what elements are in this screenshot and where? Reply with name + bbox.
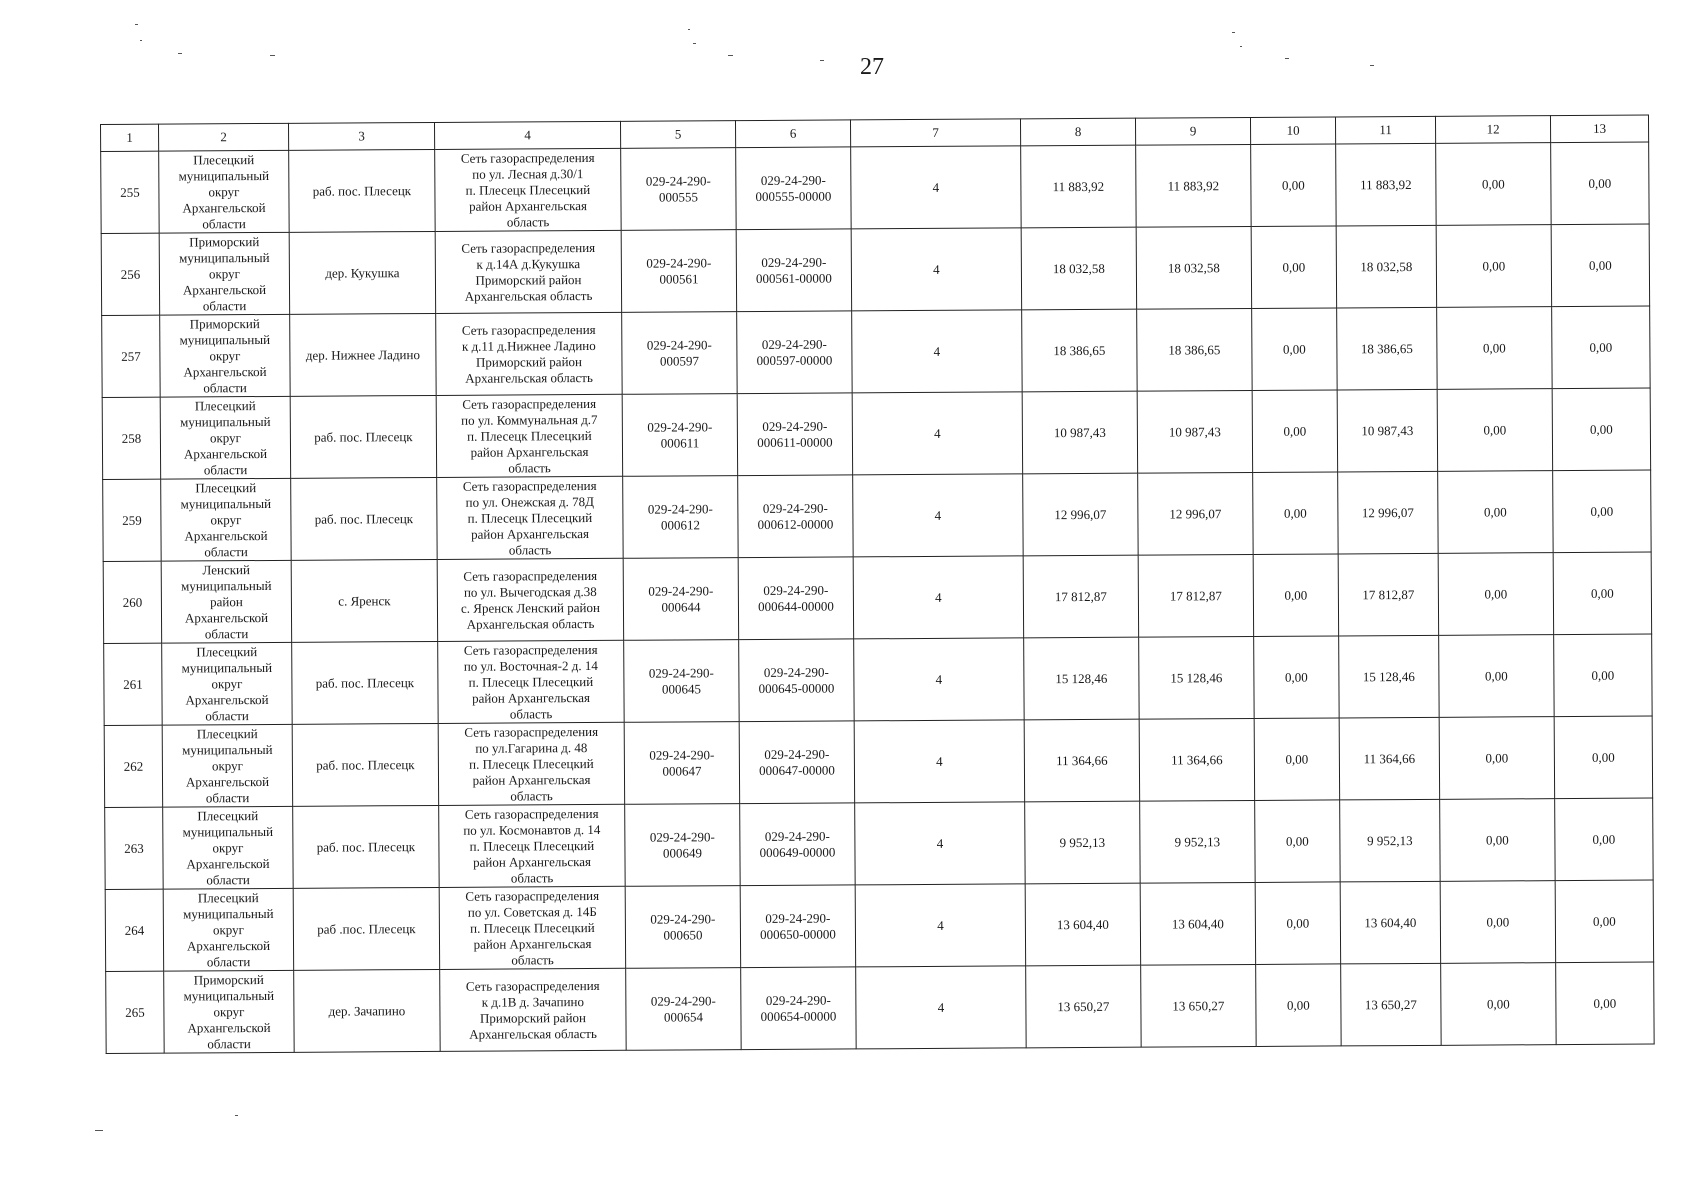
settlement-cell: раб. пос. Плесецк xyxy=(292,641,438,724)
column-11-cell: 9 952,13 xyxy=(1340,799,1440,882)
registry-code-cell: 029-24-290- 000650 xyxy=(625,886,740,969)
column-8-cell: 9 952,13 xyxy=(1025,801,1140,884)
column-header: 1 xyxy=(101,124,159,151)
column-12-cell: 0,00 xyxy=(1438,553,1553,636)
object-cell: Сеть газораспределения по ул. Онежская д. 78Д п. Плесецк Плесецкий район Архангельская область xyxy=(437,476,623,559)
full-code-cell: 029-24-290- 000645-00000 xyxy=(739,639,854,722)
column-13-cell: 0,00 xyxy=(1556,962,1654,1045)
object-cell: Сеть газораспределения по ул. Космонавтов д. 14 п. Плесецк Плесецкий район Архангельская область xyxy=(439,804,625,887)
column-9-cell: 17 812,87 xyxy=(1138,554,1253,637)
table-row xyxy=(103,552,1651,643)
settlement-cell: раб. пос. Плесецк xyxy=(291,477,437,560)
object-cell: Сеть газораспределения по ул. Коммунальная д.7 п. Плесецк Плесецкий район Архангельская область xyxy=(436,394,622,477)
column-11-cell: 11 364,66 xyxy=(1339,717,1439,800)
settlement-cell: раб. пос. Плесецк xyxy=(293,805,439,888)
column-10-cell: 0,00 xyxy=(1252,308,1337,391)
scan-speck xyxy=(728,55,733,56)
column-8-cell: 17 812,87 xyxy=(1023,555,1138,638)
column-7-cell: 4 xyxy=(851,146,1021,229)
column-11-cell: 12 996,07 xyxy=(1338,471,1438,554)
settlement-cell: раб. пос. Плесецк xyxy=(290,395,436,478)
column-9-cell: 18 386,65 xyxy=(1137,308,1252,391)
column-11-cell: 17 812,87 xyxy=(1338,553,1438,636)
column-12-cell: 0,00 xyxy=(1439,635,1554,718)
column-8-cell: 11 883,92 xyxy=(1021,145,1136,228)
column-9-cell: 13 604,40 xyxy=(1140,882,1255,965)
column-11-cell: 10 987,43 xyxy=(1337,389,1437,472)
column-12-cell: 0,00 xyxy=(1436,143,1551,226)
column-11-cell: 18 032,58 xyxy=(1336,225,1436,308)
column-8-cell: 13 650,27 xyxy=(1026,965,1141,1048)
column-7-cell: 4 xyxy=(853,474,1023,557)
column-12-cell: 0,00 xyxy=(1437,307,1552,390)
column-9-cell: 11 364,66 xyxy=(1139,718,1254,801)
full-code-cell: 029-24-290- 000561-00000 xyxy=(736,229,851,312)
column-header: 10 xyxy=(1250,117,1335,145)
municipality-cell: Приморский муниципальный округ Архангельской области xyxy=(160,314,290,397)
municipality-cell: Ленский муниципальный район Архангельской области xyxy=(161,560,291,643)
column-12-cell: 0,00 xyxy=(1438,471,1553,554)
row-number-cell: 258 xyxy=(102,397,160,479)
column-9-cell: 9 952,13 xyxy=(1140,800,1255,883)
column-13-cell: 0,00 xyxy=(1554,634,1652,717)
full-code-cell: 029-24-290- 000647-00000 xyxy=(739,721,854,804)
registry-code-cell: 029-24-290- 000645 xyxy=(624,640,739,723)
column-9-cell: 13 650,27 xyxy=(1141,964,1256,1047)
registry-code-cell: 029-24-290- 000561 xyxy=(621,230,736,313)
registry-body xyxy=(101,142,1654,1053)
column-13-cell: 0,00 xyxy=(1551,142,1649,225)
registry-code-cell: 029-24-290- 000597 xyxy=(622,312,737,395)
column-header: 9 xyxy=(1135,117,1250,145)
column-9-cell: 12 996,07 xyxy=(1138,472,1253,555)
registry-code-cell: 029-24-290- 000644 xyxy=(623,558,738,641)
column-header: 3 xyxy=(288,122,434,150)
column-10-cell: 0,00 xyxy=(1254,718,1339,801)
row-number-cell: 260 xyxy=(103,561,161,643)
column-7-cell: 4 xyxy=(855,884,1025,967)
row-number-cell: 262 xyxy=(104,725,162,807)
column-7-cell: 4 xyxy=(853,556,1023,639)
column-13-cell: 0,00 xyxy=(1555,880,1653,963)
table-row xyxy=(102,388,1650,479)
column-header: 6 xyxy=(735,120,850,148)
column-12-cell: 0,00 xyxy=(1440,799,1555,882)
column-10-cell: 0,00 xyxy=(1251,226,1336,309)
column-10-cell: 0,00 xyxy=(1254,636,1339,719)
municipality-cell: Плесецкий муниципальный округ Архангельской области xyxy=(160,396,290,479)
column-13-cell: 0,00 xyxy=(1552,388,1650,471)
column-header: 12 xyxy=(1435,116,1550,144)
settlement-cell: раб .пос. Плесецк xyxy=(293,887,439,970)
table-row xyxy=(101,142,1649,233)
column-7-cell: 4 xyxy=(854,638,1024,721)
column-7-cell: 4 xyxy=(856,966,1026,1049)
scan-speck xyxy=(178,53,182,54)
column-9-cell: 18 032,58 xyxy=(1136,226,1251,309)
object-cell: Сеть газораспределения по ул. Восточная-2 д. 14 п. Плесецк Плесецкий район Архангельская область xyxy=(438,640,624,723)
scan-speck xyxy=(1240,46,1242,47)
column-10-cell: 0,00 xyxy=(1253,554,1338,637)
municipality-cell: Плесецкий муниципальный округ Архангельской области xyxy=(162,642,292,725)
registry-table xyxy=(100,115,1655,1054)
row-number-cell: 256 xyxy=(101,233,159,315)
row-number-cell: 265 xyxy=(106,971,164,1053)
column-11-cell: 13 650,27 xyxy=(1341,963,1441,1046)
scan-speck xyxy=(1370,65,1374,66)
scan-speck xyxy=(270,55,275,56)
column-8-cell: 18 386,65 xyxy=(1022,309,1137,392)
municipality-cell: Плесецкий муниципальный округ Архангельской области xyxy=(161,478,291,561)
municipality-cell: Приморский муниципальный округ Архангельской области xyxy=(159,232,289,315)
column-13-cell: 0,00 xyxy=(1553,552,1651,635)
municipality-cell: Плесецкий муниципальный округ Архангельской области xyxy=(163,888,293,971)
column-11-cell: 11 883,92 xyxy=(1336,143,1436,226)
column-8-cell: 15 128,46 xyxy=(1024,637,1139,720)
column-header: 4 xyxy=(434,121,620,149)
column-header: 5 xyxy=(620,121,735,149)
column-12-cell: 0,00 xyxy=(1437,389,1552,472)
scan-speck xyxy=(688,29,690,30)
row-number-cell: 261 xyxy=(104,643,162,725)
full-code-cell: 029-24-290- 000650-00000 xyxy=(740,885,855,968)
column-7-cell: 4 xyxy=(855,802,1025,885)
settlement-cell: дер. Кукушка xyxy=(289,231,435,314)
scan-speck xyxy=(140,40,142,41)
table-row xyxy=(102,306,1650,397)
scan-speck xyxy=(1232,32,1235,33)
scan-speck xyxy=(95,1130,103,1131)
column-9-cell: 11 883,92 xyxy=(1136,144,1251,227)
full-code-cell: 029-24-290- 000612-00000 xyxy=(738,475,853,558)
column-12-cell: 0,00 xyxy=(1439,717,1554,800)
column-9-cell: 10 987,43 xyxy=(1137,390,1252,473)
object-cell: Сеть газораспределения по ул.Гагарина д. 48 п. Плесецк Плесецкий район Архангельская область xyxy=(438,722,624,805)
registry-code-cell: 029-24-290- 000647 xyxy=(624,722,739,805)
column-8-cell: 13 604,40 xyxy=(1025,883,1140,966)
registry-code-cell: 029-24-290- 000611 xyxy=(622,394,737,477)
column-7-cell: 4 xyxy=(852,392,1022,475)
table-row xyxy=(104,634,1652,725)
column-7-cell: 4 xyxy=(851,228,1021,311)
column-header: 13 xyxy=(1550,115,1648,143)
full-code-cell: 029-24-290- 000654-00000 xyxy=(741,967,856,1050)
municipality-cell: Плесецкий муниципальный округ Архангельской области xyxy=(163,806,293,889)
registry-code-cell: 029-24-290- 000649 xyxy=(625,804,740,887)
column-11-cell: 13 604,40 xyxy=(1340,881,1440,964)
scan-speck xyxy=(135,24,138,25)
object-cell: Сеть газораспределения к д.1В д. Зачапино Приморский район Архангельская область xyxy=(440,968,626,1051)
column-13-cell: 0,00 xyxy=(1555,798,1653,881)
column-10-cell: 0,00 xyxy=(1255,882,1340,965)
table-row xyxy=(103,470,1651,561)
table-row xyxy=(106,962,1654,1053)
settlement-cell: раб. пос. Плесецк xyxy=(292,723,438,806)
full-code-cell: 029-24-290- 000597-00000 xyxy=(737,311,852,394)
column-10-cell: 0,00 xyxy=(1256,964,1341,1047)
object-cell: Сеть газораспределения к д.11 д.Нижнее Ладино Приморский район Архангельская область xyxy=(436,312,622,395)
column-13-cell: 0,00 xyxy=(1551,224,1649,307)
object-cell: Сеть газораспределения по ул. Советская д. 14Б п. Плесецк Плесецкий район Архангельская область xyxy=(439,886,625,969)
table-row xyxy=(101,224,1649,315)
full-code-cell: 029-24-290- 000611-00000 xyxy=(737,393,852,476)
object-cell: Сеть газораспределения по ул. Лесная д.30/1 п. Плесецк Плесецкий район Архангельская область xyxy=(435,148,621,231)
settlement-cell: дер. Зачапино xyxy=(294,969,440,1052)
registry-code-cell: 029-24-290- 000612 xyxy=(623,476,738,559)
row-number-cell: 257 xyxy=(102,315,160,397)
registry-code-cell: 029-24-290- 000654 xyxy=(626,968,741,1051)
column-7-cell: 4 xyxy=(852,310,1022,393)
column-header: 8 xyxy=(1020,118,1135,146)
scan-speck xyxy=(1285,58,1289,59)
settlement-cell: дер. Нижнее Ладино xyxy=(290,313,436,396)
column-11-cell: 18 386,65 xyxy=(1337,307,1437,390)
municipality-cell: Приморский муниципальный округ Архангельской области xyxy=(164,970,294,1053)
row-number-cell: 264 xyxy=(105,889,163,971)
column-12-cell: 0,00 xyxy=(1441,963,1556,1046)
table-row xyxy=(104,716,1652,807)
municipality-cell: Плесецкий муниципальный округ Архангельской области xyxy=(159,150,289,233)
column-header: 11 xyxy=(1335,116,1435,144)
column-header: 2 xyxy=(159,123,289,151)
full-code-cell: 029-24-290- 000555-00000 xyxy=(736,147,851,230)
municipality-cell: Плесецкий муниципальный округ Архангельской области xyxy=(162,724,292,807)
column-header: 7 xyxy=(850,119,1020,147)
column-8-cell: 12 996,07 xyxy=(1023,473,1138,556)
full-code-cell: 029-24-290- 000644-00000 xyxy=(738,557,853,640)
column-10-cell: 0,00 xyxy=(1252,390,1337,473)
column-10-cell: 0,00 xyxy=(1255,800,1340,883)
column-10-cell: 0,00 xyxy=(1251,144,1336,227)
column-9-cell: 15 128,46 xyxy=(1139,636,1254,719)
column-12-cell: 0,00 xyxy=(1440,881,1555,964)
registry-code-cell: 029-24-290- 000555 xyxy=(621,148,736,231)
table-row xyxy=(105,880,1653,971)
scan-speck xyxy=(820,60,824,61)
settlement-cell: с. Яренск xyxy=(291,559,437,642)
row-number-cell: 263 xyxy=(105,807,163,889)
column-10-cell: 0,00 xyxy=(1253,472,1338,555)
column-8-cell: 18 032,58 xyxy=(1021,227,1136,310)
column-7-cell: 4 xyxy=(854,720,1024,803)
row-number-cell: 259 xyxy=(103,479,161,561)
column-13-cell: 0,00 xyxy=(1554,716,1652,799)
column-8-cell: 10 987,43 xyxy=(1022,391,1137,474)
row-number-cell: 255 xyxy=(101,151,159,233)
settlement-cell: раб. пос. Плесецк xyxy=(289,149,435,232)
object-cell: Сеть газораспределения по ул. Вычегодская д.38 с. Яренск Ленский район Архангельская область xyxy=(437,558,623,641)
column-13-cell: 0,00 xyxy=(1552,306,1650,389)
table-row xyxy=(105,798,1653,889)
scan-speck xyxy=(693,43,696,44)
full-code-cell: 029-24-290- 000649-00000 xyxy=(740,803,855,886)
column-13-cell: 0,00 xyxy=(1553,470,1651,553)
scan-speck xyxy=(235,1115,238,1116)
object-cell: Сеть газораспределения к д.14А д.Кукушка Приморский район Архангельская область xyxy=(435,230,621,313)
column-12-cell: 0,00 xyxy=(1436,225,1551,308)
column-8-cell: 11 364,66 xyxy=(1024,719,1139,802)
column-11-cell: 15 128,46 xyxy=(1339,635,1439,718)
page-number: 27 xyxy=(860,54,884,80)
